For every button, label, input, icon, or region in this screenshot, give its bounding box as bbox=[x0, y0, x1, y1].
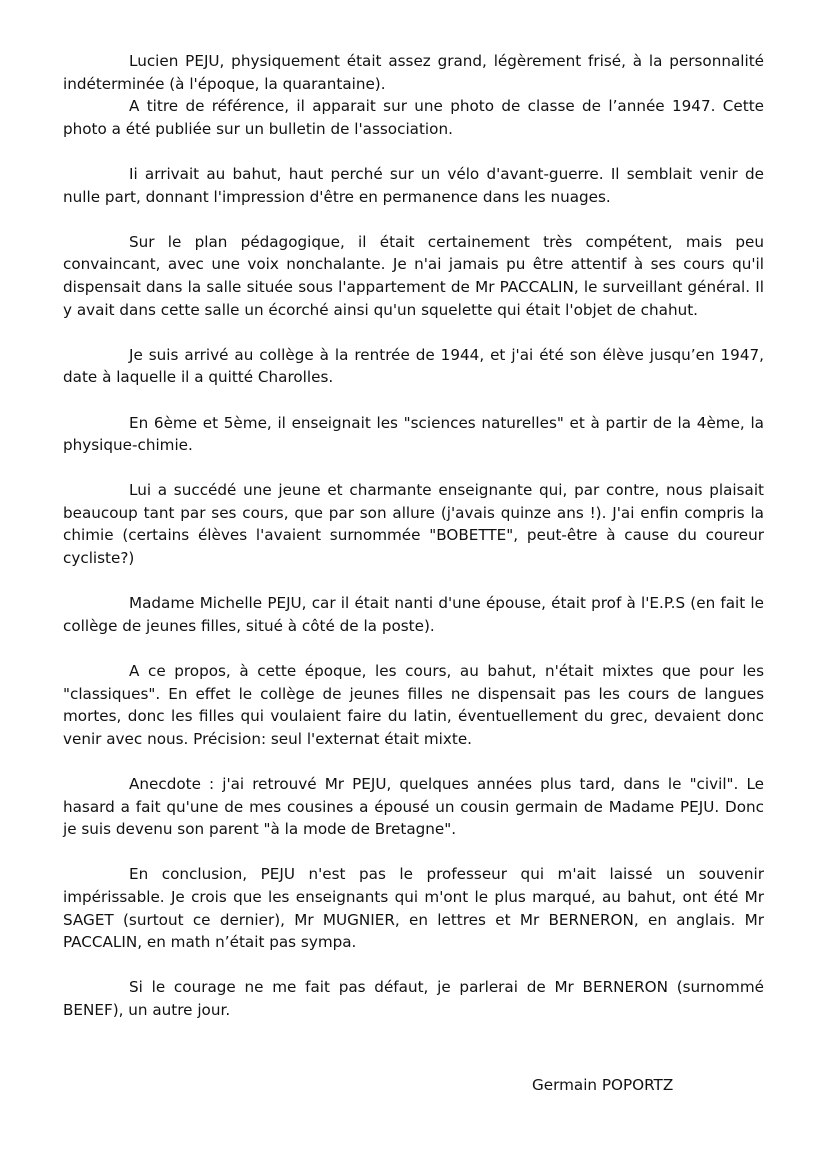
paragraph-mixed-classes: A ce propos, à cette époque, les cours, au bahut, n'était mixtes que pour les "classiques". En effet le collège de jeunes filles ne dispensait pas les cours de langues mortes, donc les filles qui voulaient faire du latin, éventuellement du grec, devaient donc venir avec nous. Précision: seul l'externat était mixte. bbox=[63, 662, 764, 748]
paragraph-class-photo: A titre de référence, il apparait sur une photo de classe de l’année 1947. Cette photo a été publiée sur un bulletin de l'association. bbox=[63, 97, 764, 138]
author-signature: Germain POPORTZ bbox=[532, 1076, 674, 1094]
paragraph-subjects: En 6ème et 5ème, il enseignait les "sciences naturelles" et à partir de la 4ème, la physique-chimie. bbox=[63, 413, 764, 455]
paragraph-bicycle: Ii arrivait au bahut, haut perché sur un vélo d'avant-guerre. Il semblait venir de nulle part, donnant l'impression d'être en permanence dans les nuages. bbox=[63, 164, 764, 206]
paragraph-physical-description: Lucien PEJU, physiquement était assez grand, légèrement frisé, à la personnalité indéterminée (à l'époque, la quarantaine). bbox=[63, 52, 764, 93]
paragraph-conclusion: En conclusion, PEJU n'est pas le professeur qui m'ait laissé un souvenir impérissable. Je crois que les enseignants qui m'ont le plus marqué, au bahut, ont été Mr SAGET (surtout ce dernier), Mr MUGNIER, en lettres et Mr BERNERON, en anglais. Mr PACCALIN, en math n’était pas sympa. bbox=[63, 865, 764, 952]
paragraph-successor: Lui a succédé une jeune et charmante enseignante qui, par contre, nous plaisait beaucoup tant par ses cours, que par son allure (j'avais quinze ans !). J'ai enfin compris la chimie (certains élèves l'avaient surnommée "BOBETTE", peut-être à cause du coureur cycliste?) bbox=[63, 481, 764, 568]
paragraph-arrival: Je suis arrivé au collège à la rentrée de 1944, et j'ai été son élève jusqu’en 1947, date à laquelle il a quitté Charolles. bbox=[63, 345, 764, 387]
paragraph-wife: Madame Michelle PEJU, car il était nanti d'une épouse, était prof à l'E.P.S (en fait le collège de jeunes filles, situé à côté de la poste). bbox=[63, 594, 764, 635]
paragraph-closing: Si le courage ne me fait pas défaut, je parlerai de Mr BERNERON (surnommé BENEF), un autre jour. bbox=[63, 978, 764, 1019]
paragraph-pedagogy: Sur le plan pédagogique, il était certainement très compétent, mais peu convaincant, avec une voix nonchalante. Je n'ai jamais pu être attentif à ses cours qu'il dispensait dans la salle située sous l'appartement de Mr PACCALIN, le surveillant général. Il y avait dans cette salle un écorché ainsi qu'un squelette qui était l'objet de chahut. bbox=[63, 232, 764, 319]
paragraph-anecdote: Anecdote : j'ai retrouvé Mr PEJU, quelques années plus tard, dans le "civil". Le hasard a fait qu'une de mes cousines a épousé un cousin germain de Madame PEJU. Donc je suis devenu son parent "à la mode de Bretagne". bbox=[63, 775, 764, 839]
letter-body bbox=[63, 50, 764, 1022]
